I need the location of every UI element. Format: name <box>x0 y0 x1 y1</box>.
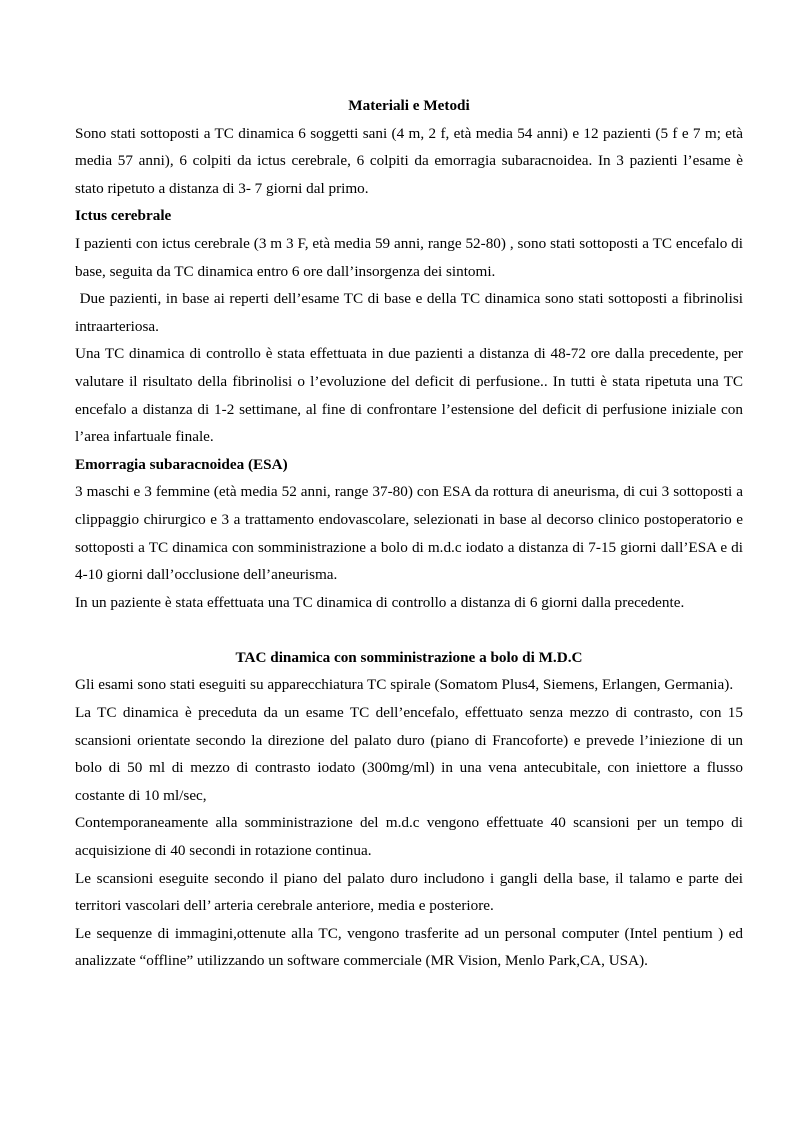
paragraph-ictus-1: I pazienti con ictus cerebrale (3 m 3 F, età media 59 anni, range 52-80) , sono stati sottoposti a TC encefalo di base, seguita da TC dinamica entro 6 ore dall’insorgenza dei sintomi. <box>75 234 743 280</box>
paragraph-tac-2: La TC dinamica è preceduta da un esame TC dell’encefalo, effettuato senza mezzo di contrasto, con 15 scansioni orientate secondo la direzione del palato duro (piano di Francoforte) e prevede l’iniezione di un bolo di 50 ml di mezzo di contrasto iodato (300mg/ml) in una vena antecubitale, con iniettore a flusso costante di 10 ml/sec, <box>75 704 743 804</box>
heading-esa: Emorragia subaracnoidea (ESA) <box>75 455 288 473</box>
paragraph-ictus-3: Una TC dinamica di controllo è stata effettuata in due pazienti a distanza di 48-72 ore dalla precedente, per valutare il risultato della fibrinolisi o l’evoluzione del deficit di perfusione.. In tutti è stata ripetuta una TC encefalo a distanza di 1-2 settimane, al fine di confrontare l’estensione del deficit di perfusione iniziale con l’area infartuale finale. <box>75 345 743 446</box>
paragraph-esa-1: 3 maschi e 3 femmine (età media 52 anni, range 37-80) con ESA da rottura di aneurisma, di cui 3 sottoposti a clippaggio chirurgico e 3 a trattamento endovascolare, selezionati in base al decorso clinico postoperatorio e sottoposti a TC dinamica con somministrazione a bolo di m.d.c iodato a distanza di 7-15 giorni dall’ESA e di 4-10 giorni dall’occlusione dell’aneurisma. <box>75 483 743 584</box>
document-page <box>75 92 747 975</box>
section-title-materiali: Materiali e Metodi <box>348 97 470 114</box>
paragraph-tac-5: Le sequenze di immagini,ottenute alla TC, vengono trasferite ad un personal computer (Intel pentium ) ed analizzate “offline” utilizzando un software commerciale (MR Vision, Menlo Park,CA, USA). <box>75 924 743 970</box>
section-spacer <box>75 616 743 644</box>
section-title-tac: TAC dinamica con somministrazione a bolo di M.D.C <box>235 648 583 666</box>
paragraph-intro: Sono stati sottoposti a TC dinamica 6 soggetti sani (4 m, 2 f, età media 54 anni) e 12 pazienti (5 f e 7 m; età media 57 anni), 6 colpiti da ictus cerebrale, 6 colpiti da emorragia subaracnoidea. In 3 pazienti l’esame è stato ripetuto a distanza di 3- 7 giorni dal primo. <box>75 124 743 197</box>
paragraph-tac-3: Contemporaneamente alla somministrazione del m.d.c vengono effettuate 40 scansioni per un tempo di acquisizione di 40 secondi in rotazione continua. <box>75 814 743 860</box>
paragraph-tac-4: Le scansioni eseguite secondo il piano del palato duro includono i gangli della base, il talamo e parte dei territori vascolari dell’ arteria cerebrale anteriore, media e posteriore. <box>75 869 743 915</box>
paragraph-ictus-2: Due pazienti, in base ai reperti dell’esame TC di base e della TC dinamica sono stati sottoposti a fibrinolisi intraarteriosa. <box>75 290 747 335</box>
paragraph-tac-1: Gli esami sono stati eseguiti su apparecchiatura TC spirale (Somatom Plus4, Siemens, Erlangen, Germania). <box>75 676 734 694</box>
heading-ictus: Ictus cerebrale <box>75 207 172 225</box>
paragraph-esa-2: In un paziente è stata effettuata una TC dinamica di controllo a distanza di 6 giorni dalla precedente. <box>75 593 685 611</box>
